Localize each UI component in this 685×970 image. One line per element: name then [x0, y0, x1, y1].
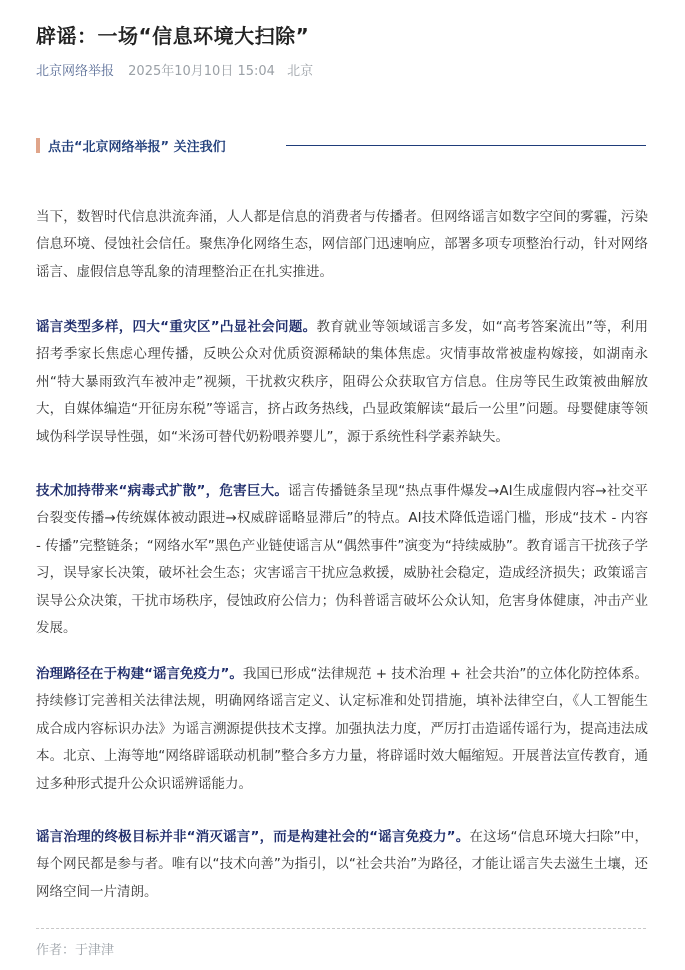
follow-banner-rule: [286, 145, 646, 146]
follow-banner-accent-bar: [36, 138, 40, 153]
paragraph-body: 教育就业等领域谣言多发，如“高考答案流出”等，利用招考季家长焦虑心理传播，反映公众对优质资源稀缺的集体焦虑。灾情事故常被虚构嫁接，如湖南永州“特大暴雨致汽车被冲走”视频，干扰救灾秩序，阻碍公众获取官方信息。住房等民生政策被曲解放大，自媒体编造“开征房东税”等谣言，挤占政务热线，凸显政策解读“最后一公里”问题。母婴健康等领域伪科学误导性强，如“米汤可替代奶粉喂养婴儿”，源于系统性科学素养缺失。: [36, 319, 648, 445]
article-paragraph-5: [36, 824, 648, 906]
author-credit: 作者：于津津: [36, 943, 115, 958]
paragraph-body: 当下，数智时代信息洪流奔涌，人人都是信息的消费者与传播者。但网络谣言如数字空间的雾霾，污染信息环境、侵蚀社会信任。聚焦净化网络生态，网信部门迅速响应，部署多项专项整治行动，针对网络谣言、虚假信息等乱象的清理整治正在扎实推进。: [36, 209, 648, 280]
paragraph-lead: 谣言类型多样，四大“重灾区”凸显社会问题。: [36, 319, 317, 335]
paragraph-body: 在这场“信息环境大扫除”中，每个网民都是参与者。唯有以“技术向善”为指引，以“社会共治”为路径，才能让谣言失去滋生土壤，还网络空间一片清朗。: [36, 829, 648, 900]
follow-banner-text[interactable]: 点击“北京网络举报” 关注我们: [48, 139, 226, 155]
paragraph-body: 我国已形成“法律规范 + 技术治理 + 社会共治”的立体化防控体系。持续修订完善相关法律法规，明确网络谣言定义、认定标准和处罚措施，填补法律空白，《人工智能生成合成内容标识办法》为谣言溯源提供技术支撑。加强执法力度，严厉打击造谣传谣行为，提高违法成本。北京、上海等地“网络辟谣联动机制”整合多方力量，将辟谣时效大幅缩短。开展普法宣传教育，通过多种形式提升公众识谣辨谣能力。: [36, 666, 648, 792]
article-paragraph-3: [36, 478, 648, 642]
account-name-link[interactable]: 北京网络举报: [36, 64, 115, 79]
follow-banner[interactable]: [36, 136, 646, 154]
footer-divider: [36, 928, 646, 929]
paragraph-lead: 谣言治理的终极目标并非“消灭谣言”，而是构建社会的“谣言免疫力”。: [36, 829, 470, 845]
article-paragraph-2: [36, 314, 648, 451]
article-meta: [36, 60, 313, 79]
paragraph-lead: 技术加持带来“病毒式扩散”，危害巨大。: [36, 483, 289, 499]
article-paragraph-1: [36, 204, 648, 286]
publish-date: 2025年10月10日 15:04: [128, 64, 275, 79]
paragraph-body: 谣言传播链条呈现“热点事件爆发→AI生成虚假内容→社交平台裂变传播→传统媒体被动跟进→权威辟谣略显滞后”的特点。AI技术降低造谣门槛，形成“技术 - 内容 - 传播”完整链条；“网络水军”黑色产业链使谣言从“偶然事件”演变为“持续威胁”。教育谣言干扰孩子学习，误导家长决策，破坏社会生态；灾害谣言干扰应急救援，威胁社会稳定，造成经济损失；政策谣言误导公众决策，干扰市场秩序，侵蚀政府公信力；伪科普谣言破坏公众认知，危害身体健康，冲击产业发展。: [36, 483, 648, 637]
article-title: 辟谣：一场“信息环境大扫除”: [36, 24, 310, 48]
article-paragraph-4: [36, 661, 648, 798]
paragraph-lead: 治理路径在于构建“谣言免疫力”。: [36, 666, 243, 682]
publish-location: 北京: [287, 64, 314, 79]
